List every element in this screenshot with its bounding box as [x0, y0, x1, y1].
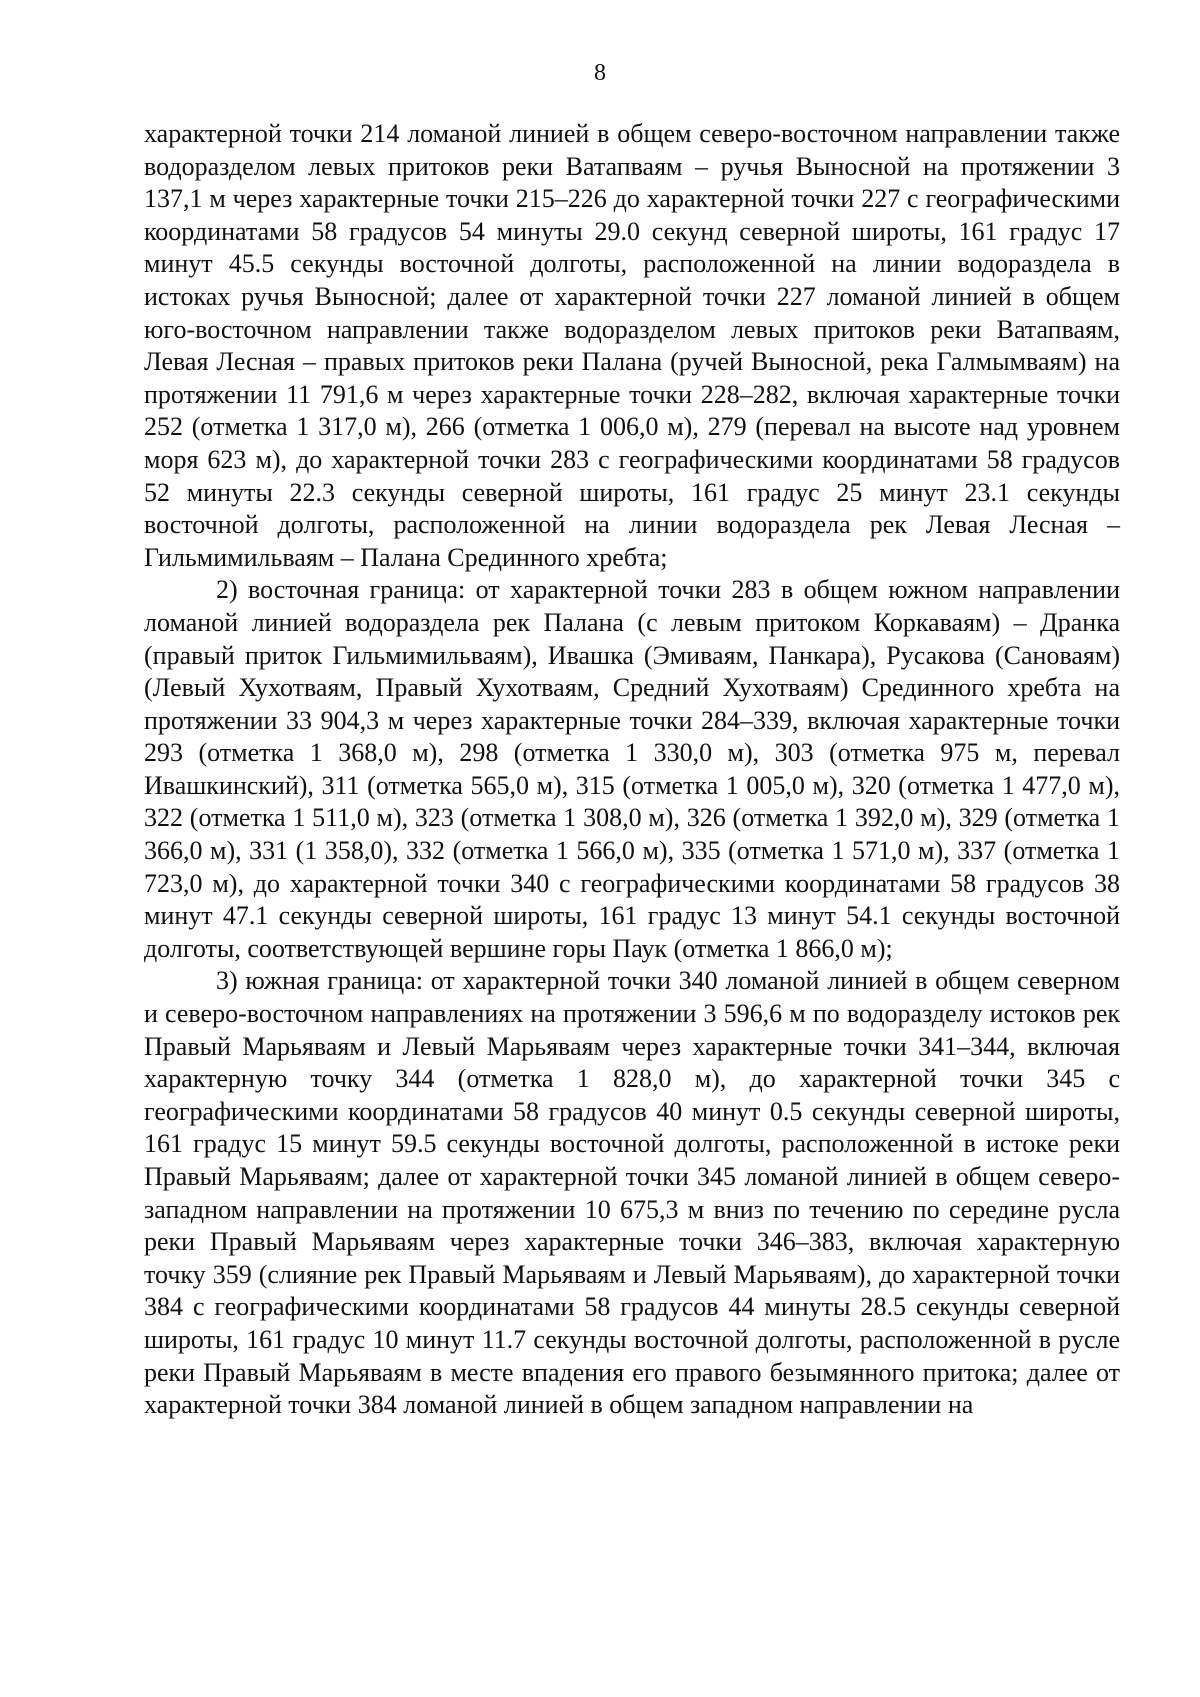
page-number: 8	[594, 60, 606, 86]
paragraph-south-boundary: 3) южная граница: от характерной точки 340 ломаной линией в общем северном и северо-восточном направлениях на протяжении 3 596,6 м по водоразделу истоков рек Правый Марьяваям и Левый Марьяваям через характерные точки 341–344, включая характерную точку 344 (отметка 1 828,0 м), до характерной точки 345 с географическими координатами 58 градусов 40 минут 0.5 секунды северной широты, 161 градус 15 минут 59.5 секунды восточной долготы, расположенной в истоке реки Правый Марьяваям; далее от характерной точки 345 ломаной линией в общем северо-западном направлении на протяжении 10 675,3 м вниз по течению по середине русла реки Правый Марьяваям через характерные точки 346–383, включая характерную точку 359 (слияние рек Правый Марьяваям и Левый Марьяваям), до характерной точки 384 с географическими координатами 58 градусов 44 минуты 28.5 секунды северной широты, 161 градус 10 минут 11.7 секунды восточной долготы, расположенной в русле реки Правый Марьяваям в месте впадения его правого безымянного притока; далее от характерной точки 384 ломаной линией в общем западном направлении на	[144, 966, 1120, 1420]
paragraph-east-boundary: 2) восточная граница: от характерной точки 283 в общем южном направлении ломаной линией водораздела рек Палана (с левым притоком Коркаваям) – Дранка (правый приток Гильмимильваям), Ивашка (Эмиваям, Панкара), Русакова (Сановаям) (Левый Хухотваям, Правый Хухотваям, Средний Хухотваям) Срединного хребта на протяжении 33 904,3 м через характерные точки 284–339, включая характерные точки 293 (отметка 1 368,0 м), 298 (отметка 1 330,0 м), 303 (отметка 975 м, перевал Ивашкинский), 311 (отметка 565,0 м), 315 (отметка 1 005,0 м), 320 (отметка 1 477,0 м), 322 (отметка 1 511,0 м), 323 (отметка 1 308,0 м), 326 (отметка 1 392,0 м), 329 (отметка 1 366,0 м), 331 (1 358,0), 332 (отметка 1 566,0 м), 335 (отметка 1 571,0 м), 337 (отметка 1 723,0 м), до характерной точки 340 с географическими координатами 58 градусов 38 минут 47.1 секунды северной широты, 161 градус 13 минут 54.1 секунды восточной долготы, соответствующей вершине горы Паук (отметка 1 866,0 м);	[144, 575, 1120, 963]
document-body	[144, 118, 1120, 1422]
paragraph-north-boundary-continued: характерной точки 214 ломаной линией в общем северо-восточном направлении также водоразделом левых притоков реки Ватапваям – ручья Выносной на протяжении 3 137,1 м через характерные точки 215–226 до характерной точки 227 с географическими координатами 58 градусов 54 минуты 29.0 секунд северной широты, 161 градус 17 минут 45.5 секунды восточной долготы, расположенной на линии водораздела в истоках ручья Выносной; далее от характерной точки 227 ломаной линией в общем юго-восточном направлении также водоразделом левых притоков реки Ватапваям, Левая Лесная – правых притоков реки Палана (ручей Выносной, река Галмымваям) на протяжении 11 791,6 м через характерные точки 228–282, включая характерные точки 252 (отметка 1 317,0 м), 266 (отметка 1 006,0 м), 279 (перевал на высоте над уровнем моря 623 м), до характерной точки 283 с географическими координатами 58 градусов 52 минуты 22.3 секунды северной широты, 161 градус 25 минут 23.1 секунды восточной долготы, расположенной на линии водораздела рек Левая Лесная – Гильмимильваям – Палана Срединного хребта;	[144, 119, 1120, 572]
